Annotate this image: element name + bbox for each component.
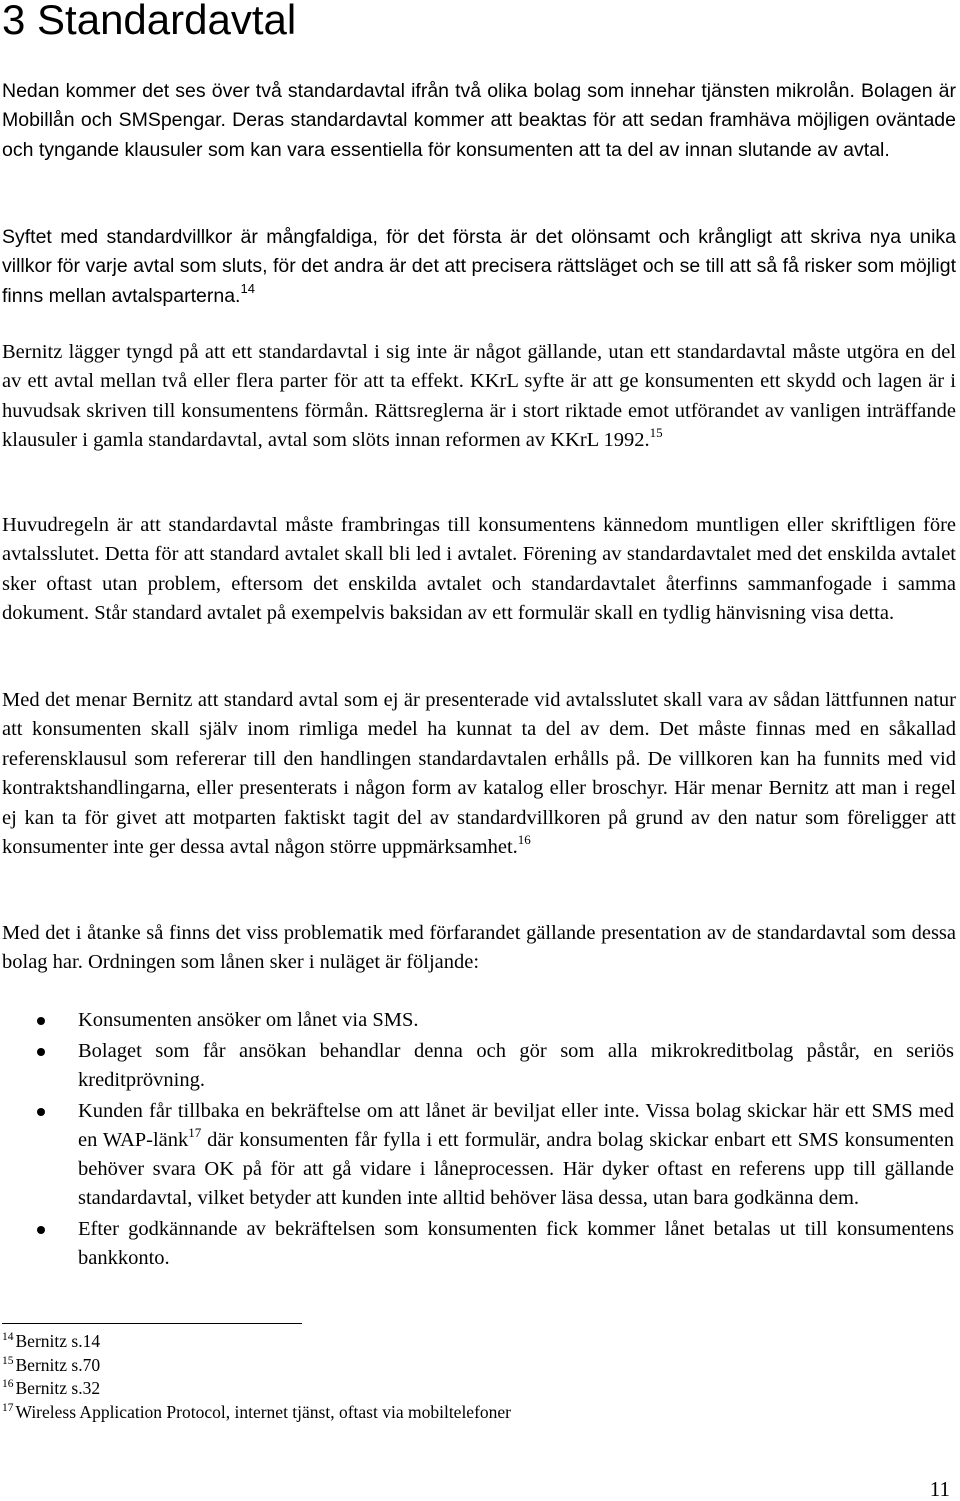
bullet-icon	[37, 1108, 45, 1116]
paragraph-text: Med det i åtanke så finns det viss problematik med förfarandet gällande presentation av de standardavtal som dessa bolag har. Ordningen som lånen sker i nuläget är följande:	[2, 922, 956, 974]
footnote-reference[interactable]: 14	[240, 280, 255, 296]
paragraph-syfte	[2, 223, 956, 311]
footnote	[2, 1354, 511, 1378]
footnote	[2, 1377, 511, 1401]
section-heading: 3 Standardavtal	[2, 0, 297, 43]
paragraph-text: Huvudregeln är att standardavtal måste frambringas till konsumentens kännedom muntligen eller skriftligen före avtalsslutet. Detta för att standard avtalet skall bli led i avtalet. Förening av standardavtalet med det enskilda avtalet sker oftast utan problem, eftersom det enskilda avtalet och standardavtalet återfinns sammanfogade i samma dokument. Står standard avtalet på exempelvis baksidan av ett formulär skall en tydlig hänvisning visa detta.	[2, 514, 956, 625]
paragraph-ordningen	[2, 919, 956, 978]
paragraph-text: Bernitz lägger tyngd på att ett standardavtal i sig inte är något gällande, utan ett standardavtal måste utgöra en del av ett avtal mellan två eller flera parter för att ta effekt. KKrL syfte är att ge konsumenten ett skydd och lagen är i huvudsak skriven till konsumentens förmån. Rättsreglerna är i stort riktade emot utförandet av vanligen inträffande klausuler i gamla standardavtal, avtal som slöts innan reformen av KKrL 1992.	[2, 341, 956, 452]
paragraph-huvudregeln	[2, 511, 956, 629]
footnote-reference[interactable]: 15	[649, 425, 663, 441]
paragraph-bernitz	[2, 338, 956, 456]
paragraph-intro	[2, 77, 956, 165]
footnote	[2, 1401, 511, 1425]
list-item	[0, 1006, 954, 1035]
bullet-icon	[37, 1226, 45, 1234]
list-item-text: Efter godkännande av bekräftelsen som konsumenten fick kommer lånet betalas ut till konsumentens bankkonto.	[78, 1218, 954, 1269]
list-item	[0, 1097, 954, 1213]
paragraph-text: Syftet med standardvillkor är mångfaldiga, för det första är det olönsamt och krångligt att skriva nya unika villkor för varje avtal som sluts, för det andra är det att precisera rättsläget och se till att så få risker som möjligt finns mellan avtalsparterna.	[2, 226, 956, 307]
footnote-number: 15	[2, 1354, 14, 1367]
footnote-number: 16	[2, 1378, 14, 1390]
footnotes	[2, 1330, 511, 1424]
list-item-text: Konsumenten ansöker om lånet via SMS.	[78, 1009, 419, 1031]
footnote-text: Bernitz s.32	[15, 1378, 101, 1398]
footnote-number: 17	[2, 1401, 14, 1414]
list-item-text: Bolaget som får ansökan behandlar denna och gör som alla mikrokreditbolag påstår, en seriös kreditprövning.	[78, 1040, 954, 1091]
footnote-reference[interactable]: 16	[517, 832, 531, 848]
bullet-icon	[37, 1048, 45, 1056]
footnote-text: Bernitz s.70	[15, 1354, 101, 1375]
paragraph-text: Med det menar Bernitz att standard avtal som ej är presenterade vid avtalsslutet skall vara av sådan lättfunnen natur att konsumenten skall själv inom rimliga medel ha kunnat ta del av dem. Det måste finnas med en såkallad referensklausul som refererar till den handlingen standardavtalen erhålls på. De villkoren kan ha funnits med vid kontraktshandlingarna, eller presenterats i någon form av katalog eller broschyr. Här menar Bernitz att man i regel ej kan ta för givet att motparten faktiskt tagit del av standardvillkoren på grund av den natur som föreligger att konsumenter inte ger dessa avtal någon större uppmärksamhet.	[2, 689, 956, 859]
list-item-text: Kunden får tillbaka en bekräftelse om att lånet är beviljat eller inte. Vissa bolag skickar här ett SMS med en WAP-länk	[78, 1100, 954, 1151]
list-item-text-continued: där konsumenten får fylla i ett formulär, andra bolag skickar enbart ett SMS konsumenten behöver svara OK på för att gå vidare i låneprocessen. Här dyker oftast en referens upp till gällande standardavtal, vilket betyder att kunden inte alltid behöver läsa dessa, utan bara godkänna dem.	[78, 1129, 954, 1209]
footnote-reference[interactable]: 17	[188, 1125, 202, 1140]
list-item	[0, 1215, 954, 1273]
page-number: 11	[929, 1477, 950, 1501]
footnote-text: Wireless Application Protocol, internet tjänst, oftast via mobiltelefoner	[15, 1401, 511, 1422]
footnote-number: 14	[2, 1331, 14, 1343]
footnote-separator	[2, 1323, 302, 1324]
process-list	[0, 1006, 960, 1275]
bullet-icon	[37, 1017, 45, 1025]
list-item	[0, 1037, 954, 1095]
footnote-text: Bernitz s.14	[15, 1331, 101, 1351]
footnote	[2, 1330, 511, 1354]
paragraph-text: Nedan kommer det ses över två standardavtal ifrån två olika bolag som innehar tjänsten mikrolån. Bolagen är Mobillån och SMSpengar. Deras standardavtal kommer att beaktas för att sedan framhäva möjligen oväntade och tyngande klausuler som kan vara essentiella för konsumenten att ta del av innan slutande av avtal.	[2, 80, 956, 161]
paragraph-lattfunnen	[2, 686, 956, 862]
